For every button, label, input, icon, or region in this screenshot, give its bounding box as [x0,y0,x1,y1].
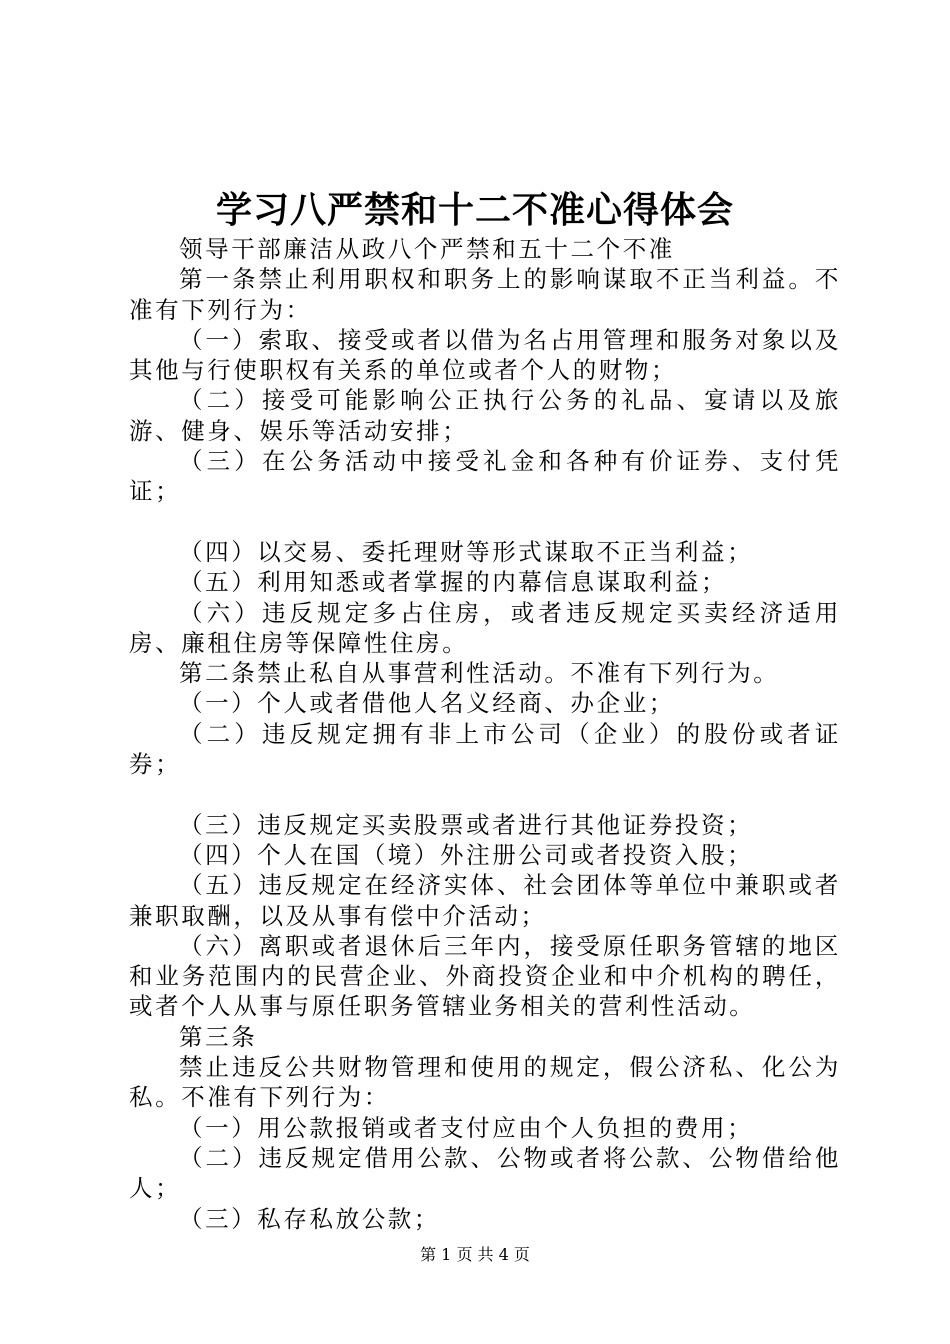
document-body [129,234,841,1234]
paragraph: （一）索取、接受或者以借为名占用管理和服务对象以及其他与行使职权有关系的单位或者个人的财物； [129,325,841,385]
paragraph: （五）违反规定在经济实体、社会团体等单位中兼职或者兼职取酬，以及从事有偿中介活动； [129,871,841,930]
paragraph: （五）利用知悉或者掌握的内幕信息谋取利益； [179,568,728,597]
paragraph: （三）违反规定买卖股票或者进行其他证券投资； [179,810,754,839]
paragraph: 第一条禁止利用职权和职务上的影响谋取不正当利益。不准有下列行为： [129,265,841,324]
page-number-footer: 第 1 页 共 4 页 [420,1245,530,1264]
document-title: 学习八严禁和十二不准心得体会 [215,189,734,231]
paragraph: （一）个人或者借他人名义经商、办企业； [179,689,675,718]
paragraph: （二）违反规定借用公款、公物或者将公款、公物借给他人； [129,1143,841,1203]
paragraph: （二）违反规定拥有非上市公司（企业）的股份或者证券； [129,719,841,779]
paragraph: （四）以交易、委托理财等形式谋取不正当利益； [179,537,754,566]
paragraph: （三）私存私放公款； [179,1204,440,1233]
paragraph: 领导干部廉洁从政八个严禁和五十二个不准 [179,235,675,263]
paragraph: （六）离职或者退休后三年内，接受原任职务管辖的地区和业务范围内的民营企业、外商投资企业和中介机构的聘任，或者个人从事与原任职务管辖业务相关的营利性活动。 [129,931,841,1021]
paragraph: 禁止违反公共财物管理和使用的规定，假公济私、化公为私。不准有下列行为： [129,1053,841,1112]
paragraph: 第三条 [179,1022,258,1051]
paragraph: （二）接受可能影响公正执行公务的礼品、宴请以及旅游、健身、娱乐等活动安排； [129,386,841,445]
paragraph: （六）违反规定多占住房，或者违反规定买卖经济适用房、廉租住房等保障性住房。 [129,598,841,657]
paragraph: （一）用公款报销或者支付应由个人负担的费用； [179,1113,754,1142]
paragraph: 第二条禁止私自从事营利性活动。不准有下列行为。 [179,659,780,688]
paragraph: （三）在公务活动中接受礼金和各种有价证券、支付凭证； [129,447,841,506]
paragraph: （四）个人在国（境）外注册公司或者投资入股； [179,840,754,869]
